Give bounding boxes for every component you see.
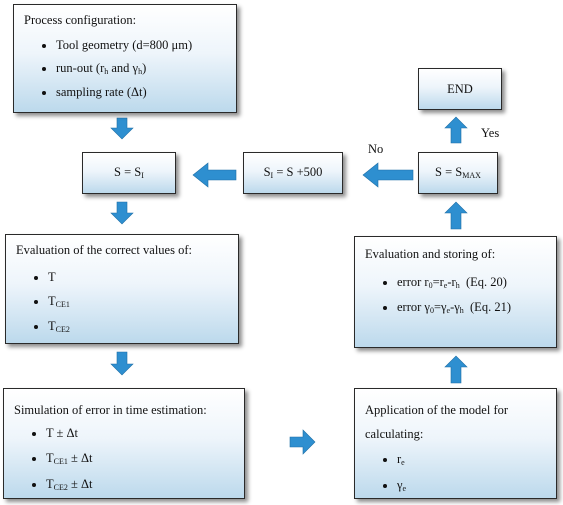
evaluation-storing-title: Evaluation and storing of:	[365, 247, 496, 261]
process-configuration-title: Process configuration:	[24, 13, 137, 27]
arrow-up-1	[445, 356, 467, 383]
list-item-tce2: $T_{CE2}$	[34, 319, 70, 335]
list-item-t: T	[34, 270, 70, 285]
arrow-left-2	[193, 163, 236, 187]
evaluation-correct-values-list	[34, 270, 70, 334]
evaluation-correct-values-title: Evaluation of the correct values of:	[16, 243, 192, 257]
arrow-down-2	[111, 202, 133, 224]
list-item-gamma-e: $\gamma_e$	[383, 478, 406, 494]
no-label: No	[368, 142, 384, 156]
s-equals-smax-label: $S = S_{MAX}$	[435, 165, 481, 181]
end-box	[418, 68, 502, 110]
application-model-title-line2: calculating:	[365, 427, 424, 441]
list-item-run-out: run-out ($r_h$ and $\gamma_h$)	[42, 61, 192, 77]
list-item-error-gamma0: error $\gamma_0=\gamma_e-\gamma_h$ (Eq. 21)	[383, 300, 511, 316]
arrow-up-2	[445, 202, 467, 229]
evaluation-storing-list	[383, 275, 511, 315]
arrow-up-3	[445, 117, 467, 143]
s-equals-smax-box	[418, 152, 498, 194]
arrow-left-1	[363, 163, 413, 187]
process-configuration-box	[13, 4, 237, 113]
application-model-title-line1: Application of the model for	[365, 403, 509, 417]
evaluation-correct-values-box	[5, 234, 239, 344]
evaluation-storing-box	[354, 236, 557, 348]
process-configuration-list	[42, 38, 192, 100]
simulation-error-title: Simulation of error in time estimation:	[14, 403, 207, 417]
simulation-error-box	[3, 388, 245, 499]
s-equals-si-box	[82, 152, 176, 194]
list-item-tool-geometry: Tool geometry (d=800 μm)	[42, 38, 192, 53]
application-model-box	[354, 388, 557, 499]
list-item-sampling-rate: sampling rate (Δt)	[42, 85, 192, 100]
list-item-tce1-pm-dt: $T_{CE1} \pm \Delta t$	[32, 451, 93, 467]
simulation-error-list	[32, 426, 93, 492]
arrow-down-3	[111, 352, 133, 375]
list-item-re: $r_e$	[383, 452, 406, 468]
s-equals-si-label: $S = S_I$	[114, 165, 144, 181]
list-item-tce1: $T_{CE1}$	[34, 294, 70, 310]
list-item-error-r0: error $r_0=r_e-r_h$ (Eq. 20)	[383, 275, 511, 291]
yes-label: Yes	[481, 126, 500, 140]
si-update-box	[243, 152, 343, 194]
arrow-down-1	[111, 118, 133, 139]
end-label: END	[447, 81, 473, 96]
arrow-right-1	[290, 430, 315, 454]
application-model-list	[383, 452, 406, 493]
list-item-t-pm-dt: T ± Δt	[32, 426, 93, 441]
si-update-label: $S_I = S +500$	[263, 165, 323, 181]
list-item-tce2-pm-dt: $T_{CE2} \pm \Delta t$	[32, 477, 93, 493]
